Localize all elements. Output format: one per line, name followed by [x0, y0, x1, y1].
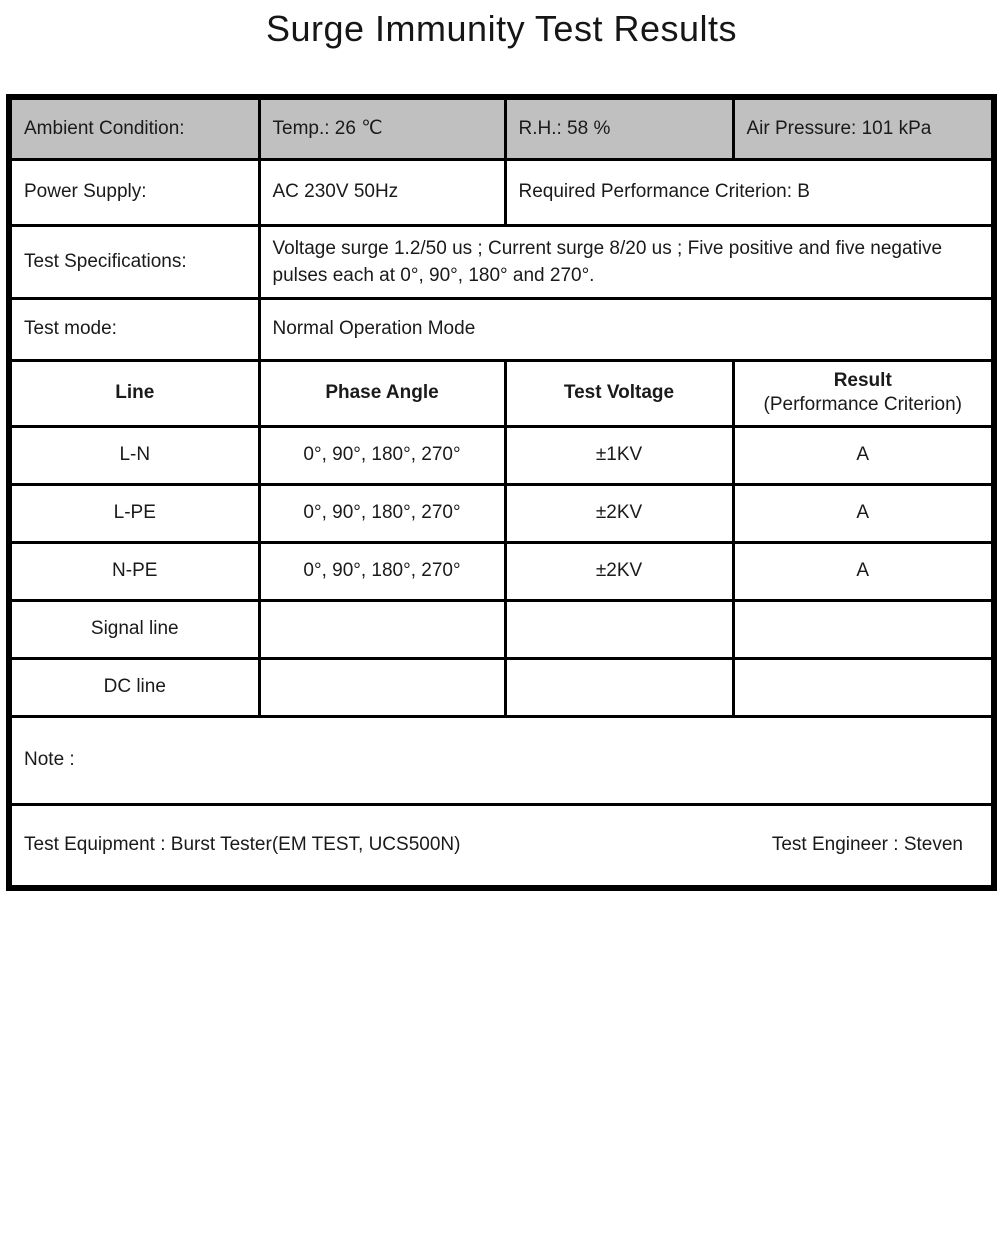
page-title: Surge Immunity Test Results — [265, 8, 737, 49]
power-supply-value: AC 230V 50Hz — [259, 159, 505, 225]
test-voltage-cell — [505, 658, 733, 716]
result-cell: A — [733, 426, 994, 484]
test-voltage-cell: ±2KV — [505, 542, 733, 600]
footer-row — [9, 804, 994, 888]
test-voltage-cell: ±2KV — [505, 484, 733, 542]
phase-angle-cell — [259, 600, 505, 658]
line-cell: L-N — [9, 426, 259, 484]
table-row-signal-line — [9, 600, 994, 658]
column-header-phase-angle: Phase Angle — [259, 360, 505, 426]
line-cell: N-PE — [9, 542, 259, 600]
power-supply-row — [9, 159, 994, 225]
note-label: Note : — [9, 716, 994, 804]
column-header-result-title: Result — [833, 370, 892, 391]
test-specifications-label: Test Specifications: — [9, 225, 259, 298]
column-header-result — [733, 360, 994, 426]
test-specifications-row — [9, 225, 994, 298]
line-cell: Signal line — [9, 600, 259, 658]
test-mode-value: Normal Operation Mode — [259, 298, 994, 360]
phase-angle-cell: 0°, 90°, 180°, 270° — [259, 542, 505, 600]
ambient-humidity-value: R.H.: 58 % — [505, 97, 733, 159]
table-row-l-pe — [9, 484, 994, 542]
ambient-temperature-value: Temp.: 26 ℃ — [259, 97, 505, 159]
surge-immunity-test-table — [6, 94, 997, 891]
table-row-dc-line — [9, 658, 994, 716]
result-cell — [733, 600, 994, 658]
results-header-row — [9, 360, 994, 426]
column-header-line: Line — [9, 360, 259, 426]
phase-angle-cell: 0°, 90°, 180°, 270° — [259, 426, 505, 484]
test-equipment-text: Test Equipment : Burst Tester(EM TEST, UCS500N) — [24, 834, 461, 856]
line-cell: DC line — [9, 658, 259, 716]
phase-angle-cell: 0°, 90°, 180°, 270° — [259, 484, 505, 542]
note-row — [9, 716, 994, 804]
phase-angle-cell — [259, 658, 505, 716]
result-cell — [733, 658, 994, 716]
test-mode-row — [9, 298, 994, 360]
ambient-air-pressure-value: Air Pressure: 101 kPa — [733, 97, 994, 159]
test-voltage-cell: ±1KV — [505, 426, 733, 484]
power-supply-label: Power Supply: — [9, 159, 259, 225]
test-engineer-text: Test Engineer : Steven — [771, 834, 963, 856]
test-mode-label: Test mode: — [9, 298, 259, 360]
result-cell: A — [733, 542, 994, 600]
line-cell: L-PE — [9, 484, 259, 542]
required-performance-criterion: Required Performance Criterion: B — [505, 159, 994, 225]
ambient-condition-label: Ambient Condition: — [9, 97, 259, 159]
ambient-condition-row — [9, 97, 994, 159]
column-header-result-subtitle: (Performance Criterion) — [763, 394, 962, 415]
footer-content — [24, 834, 979, 856]
footer-cell — [9, 804, 994, 888]
column-header-test-voltage: Test Voltage — [505, 360, 733, 426]
test-voltage-cell — [505, 600, 733, 658]
table-row-n-pe — [9, 542, 994, 600]
test-specifications-value: Voltage surge 1.2/50 us ; Current surge 8/20 us ; Five positive and five negative pulses each at 0°, 90°, 180° and 270°. — [259, 225, 994, 298]
result-cell: A — [733, 484, 994, 542]
table-row-l-n — [9, 426, 994, 484]
